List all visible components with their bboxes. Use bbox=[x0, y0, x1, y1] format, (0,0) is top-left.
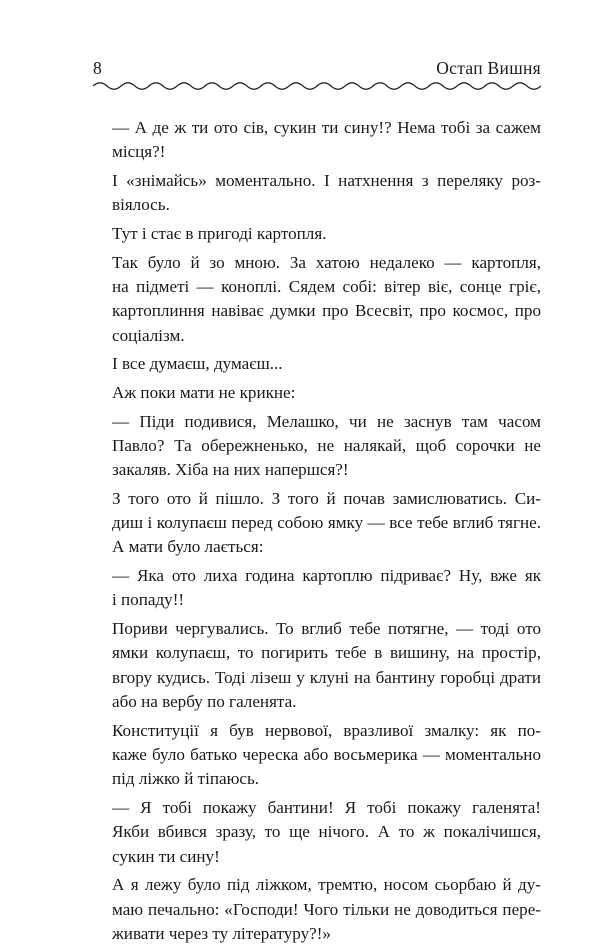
text-line: на підметі — коноплі. Сядем собі: вітер віє, сонце гріє, bbox=[112, 276, 541, 296]
page-number: 8 bbox=[93, 58, 102, 78]
text-line: маю печально: «Господи! Чого тільки не доводиться пере- bbox=[112, 899, 541, 919]
text-line: Тут і стає в пригоді картопля. bbox=[112, 223, 327, 243]
text-line: соціалізм. bbox=[112, 325, 185, 345]
text-line: Аж поки мати не крикне: bbox=[112, 382, 296, 402]
paragraph bbox=[93, 719, 541, 792]
text-line: Конституції я був нервової, вразливої змалку: як по- bbox=[112, 720, 541, 740]
text-line: І все думаєш, думаєш... bbox=[112, 354, 283, 374]
text-line: З того ото й пішло. З того й почав замислюватись. Си- bbox=[112, 488, 541, 508]
text-line: А мати було лається: bbox=[112, 537, 264, 557]
text-line: вгору кудись. Тоді лізеш у клуні на бантину горобці драти bbox=[112, 667, 541, 687]
running-title: Остап Вишня bbox=[436, 58, 541, 78]
text-line: Пориви чергувались. То вглиб тебе потягне, — тоді ото bbox=[112, 619, 541, 639]
text-line: — Яка ото лиха година картоплю підриває? Ну, вже як bbox=[112, 566, 541, 586]
text-line: і попаду!! bbox=[112, 590, 185, 610]
paragraph bbox=[93, 564, 541, 613]
paragraph bbox=[93, 169, 541, 218]
text-line: сукин ти сину! bbox=[112, 846, 220, 866]
body-text bbox=[93, 116, 541, 951]
text-line: каже було батько череска або восьмерика — моментально bbox=[112, 745, 541, 765]
text-line: живати через ту літературу?!» bbox=[112, 923, 331, 943]
text-line: — Я тобі покажу бантини! Я тобі покажу галенята! bbox=[112, 798, 541, 818]
text-line: віялось. bbox=[112, 195, 170, 215]
text-line: — А де ж ти ото сів, сукин ти сину!? Нема тобі за сажем bbox=[112, 118, 541, 137]
text-line: або на вербу по галенята. bbox=[112, 692, 297, 712]
text-line: картоплиння навіває думки про Всесвіт, про космос, про bbox=[112, 301, 541, 321]
text-line: диш і колупаєш перед собою ямку — все тебе вглиб тягне. bbox=[112, 513, 541, 533]
text-line: місця?! bbox=[112, 142, 166, 162]
text-line: І «знімайсь» моментально. І натхнення з переляку роз- bbox=[112, 170, 541, 190]
text-line: Так було й зо мною. За хатою недалеко — картопля, bbox=[112, 252, 541, 272]
paragraph bbox=[93, 352, 541, 376]
paragraph bbox=[93, 381, 541, 405]
text-line: закаляв. Хіба на них напершся?! bbox=[112, 460, 349, 480]
text-line: під ліжко й тіпаюсь. bbox=[112, 769, 260, 789]
paragraph bbox=[93, 410, 541, 483]
text-line: ямки колупаєш, то погирить тебе в вишину, на простір, bbox=[112, 643, 541, 663]
paragraph bbox=[93, 873, 541, 946]
text-line: А я лежу було під ліжком, тремтю, носом сьорбаю й ду- bbox=[112, 875, 541, 895]
paragraph bbox=[93, 796, 541, 869]
text-line: Павло? Та обережненько, не налякай, щоб сорочки не bbox=[112, 435, 541, 455]
text-line: — Піди подивися, Мелашко, чи не заснув там часом bbox=[112, 411, 541, 431]
page-header bbox=[93, 58, 541, 80]
paragraph bbox=[93, 487, 541, 560]
text-line: Якби вбився зразу, то ще нічого. А то ж покалічишся, bbox=[112, 822, 541, 842]
paragraph bbox=[93, 617, 541, 714]
paragraph bbox=[93, 116, 541, 165]
paragraph bbox=[93, 251, 541, 348]
wavy-rule-ornament bbox=[93, 80, 541, 92]
paragraph bbox=[93, 222, 541, 246]
